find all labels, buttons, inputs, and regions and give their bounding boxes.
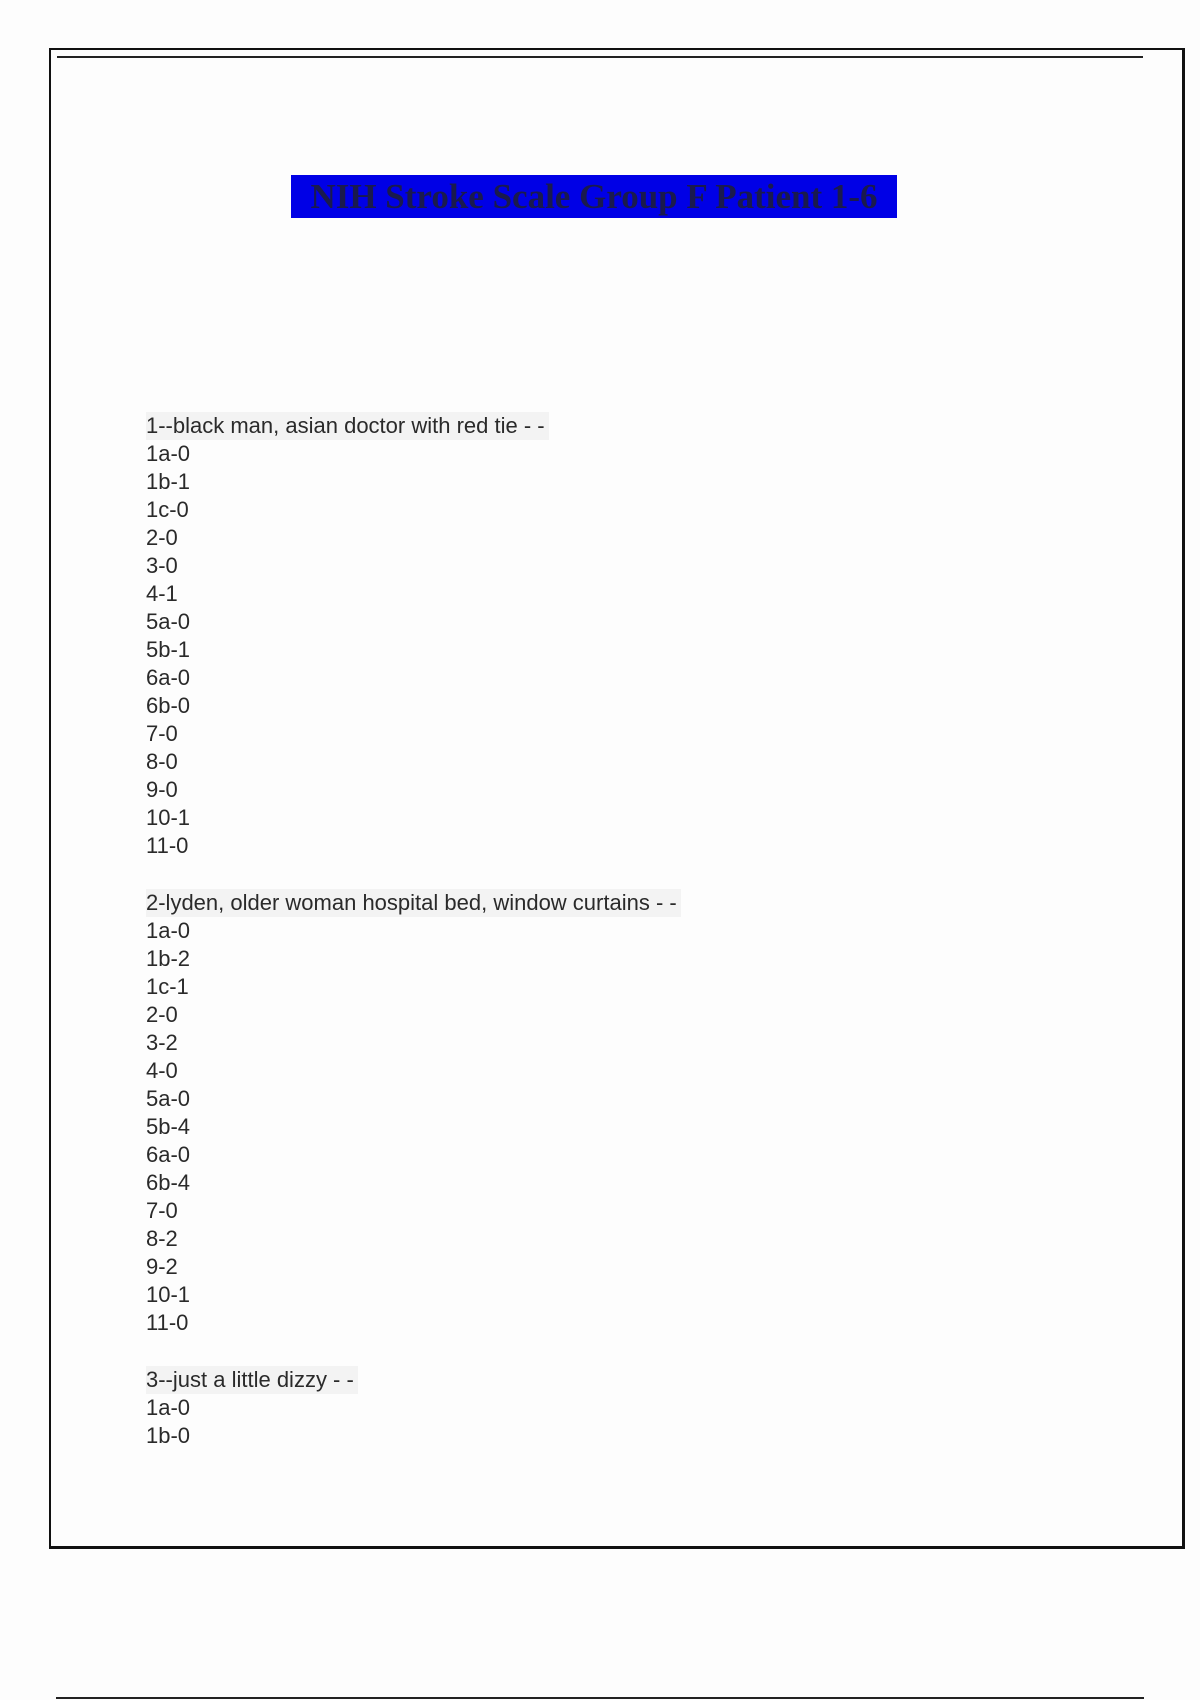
score-line: 9-0: [146, 777, 178, 802]
patient-header: 1--black man, asian doctor with red tie - -: [146, 412, 549, 440]
score-line: 5b-1: [146, 637, 191, 662]
score-line: 6a-0: [146, 1142, 191, 1167]
score-line: 4-1: [146, 581, 178, 606]
score-line: 10-1: [146, 1282, 191, 1307]
score-line: 7-0: [146, 721, 178, 746]
patient-list: [146, 412, 1126, 1479]
patient-block-1: [146, 412, 1126, 860]
patient-header: 2-lyden, older woman hospital bed, window curtains - -: [146, 889, 681, 917]
score-line: 10-1: [146, 805, 191, 830]
score-line: 1a-0: [146, 1395, 191, 1420]
score-line: 9-2: [146, 1254, 178, 1279]
score-line: 3-0: [146, 553, 178, 578]
bottom-rule: [56, 1697, 1144, 1699]
score-line: 1c-0: [146, 497, 189, 522]
score-line: 1a-0: [146, 441, 191, 466]
score-line: 1a-0: [146, 918, 191, 943]
score-line: 1b-0: [146, 1423, 191, 1448]
patient-block-2: [146, 889, 1126, 1337]
score-line: 8-2: [146, 1226, 178, 1251]
score-line: 11-0: [146, 833, 189, 858]
score-line: 11-0: [146, 1310, 189, 1335]
top-rule: [57, 56, 1143, 58]
score-line: 6a-0: [146, 665, 191, 690]
score-line: 2-0: [146, 525, 178, 550]
score-line: 8-0: [146, 749, 178, 774]
page-frame: [49, 48, 1185, 1549]
score-line: 1b-1: [146, 469, 191, 494]
score-line: 5b-4: [146, 1114, 191, 1139]
score-line: 2-0: [146, 1002, 178, 1027]
score-line: 1c-1: [146, 974, 189, 999]
score-line: 7-0: [146, 1198, 178, 1223]
score-line: 4-0: [146, 1058, 178, 1083]
score-line: 3-2: [146, 1030, 178, 1055]
score-line: 6b-0: [146, 693, 191, 718]
patient-header: 3--just a little dizzy - -: [146, 1366, 358, 1394]
patient-block-3: [146, 1366, 1126, 1450]
score-line: 5a-0: [146, 1086, 191, 1111]
score-line: 1b-2: [146, 946, 191, 971]
document-title: NIH Stroke Scale Group F Patient 1-6: [291, 175, 897, 218]
score-line: 6b-4: [146, 1170, 191, 1195]
score-line: 5a-0: [146, 609, 191, 634]
